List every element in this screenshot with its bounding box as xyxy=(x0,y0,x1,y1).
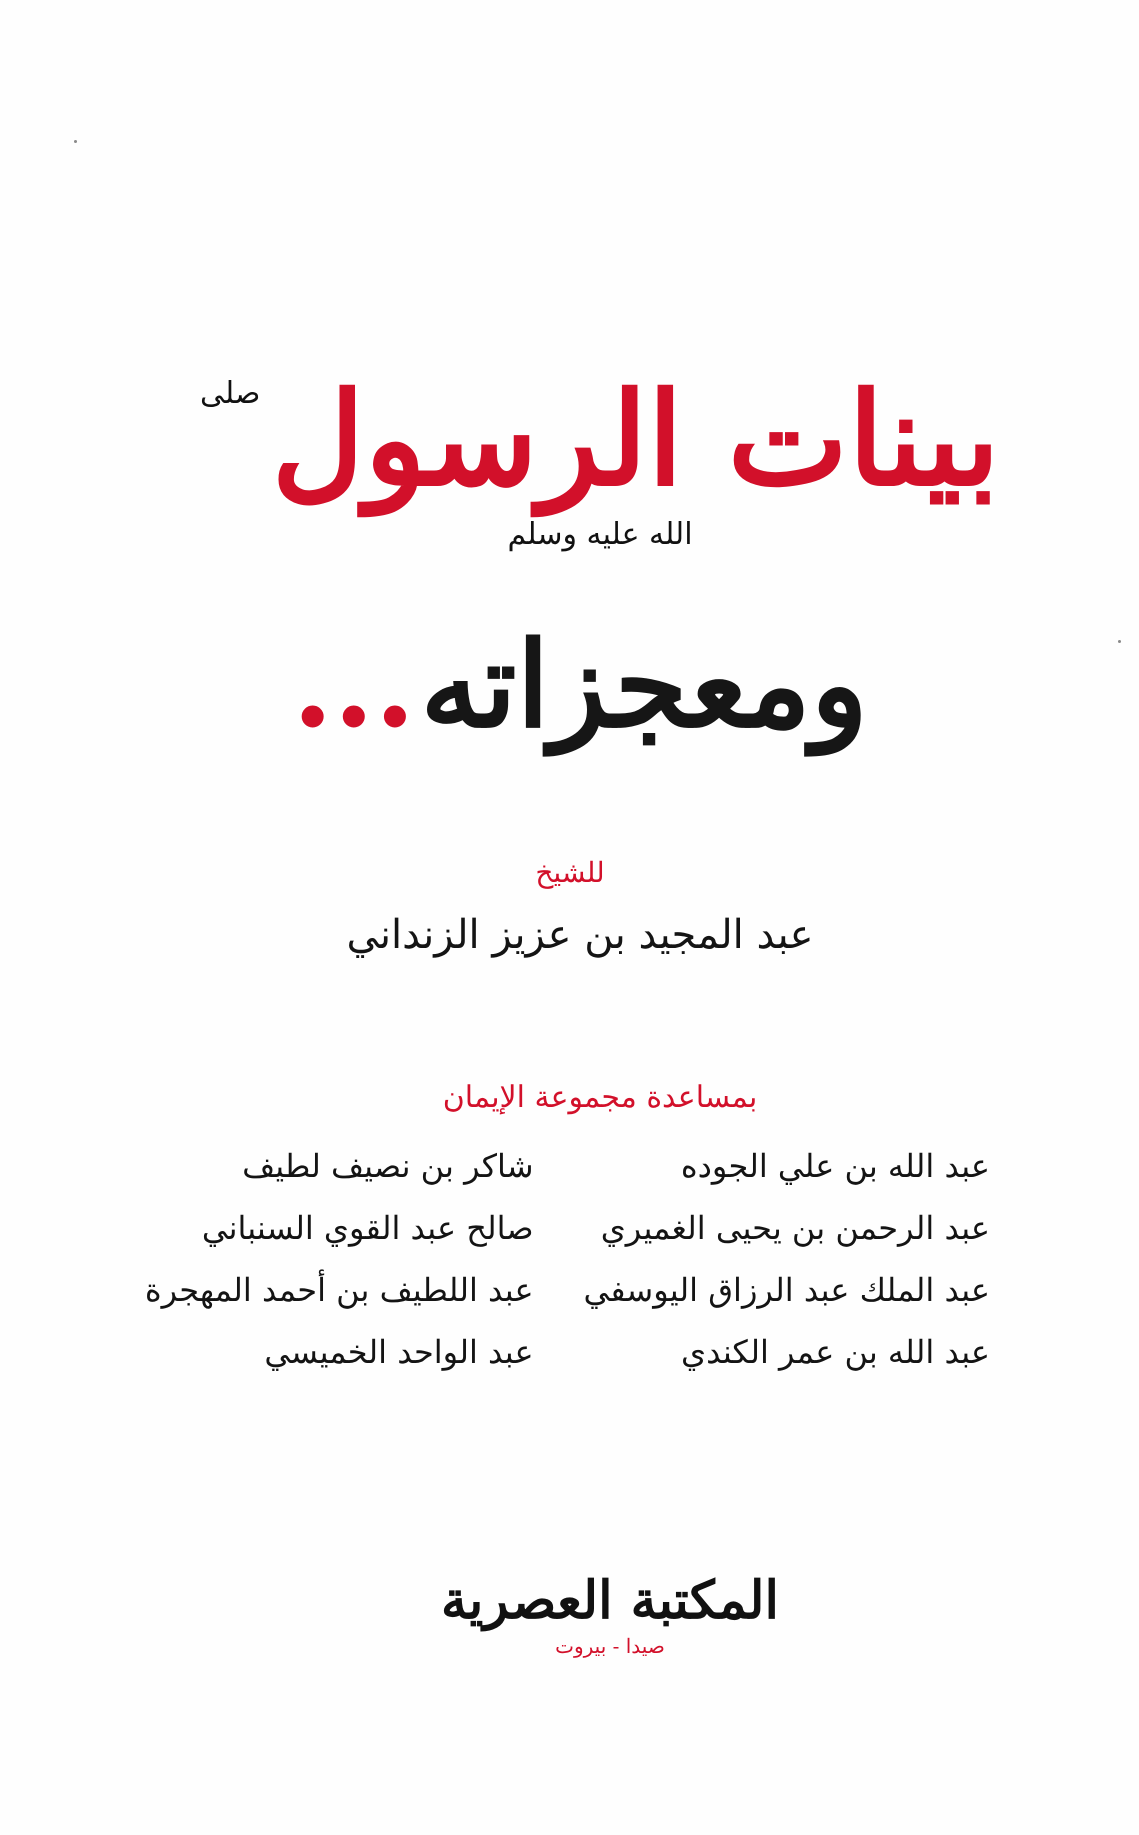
publisher-name: المكتبة العصرية xyxy=(441,1570,779,1631)
subtitle-block xyxy=(260,615,900,754)
publisher-block xyxy=(430,1570,790,1658)
contributor-name: شاكر بن نصيف لطيف xyxy=(242,1147,534,1185)
subtitle-ellipsis: ... xyxy=(292,615,416,754)
title-block xyxy=(199,365,1000,552)
contributor-name: عبد الله بن علي الجوده xyxy=(680,1147,990,1185)
book-subtitle: ومعجزاته xyxy=(420,615,868,754)
contributor-name: عبد الله بن عمر الكندي xyxy=(681,1333,990,1371)
title-honorific: صلى الله عليه وسلم xyxy=(199,376,693,552)
author-name: عبد المجيد بن عزيز الزنداني xyxy=(346,912,814,958)
paper-speck xyxy=(1118,640,1121,643)
contributor-name: عبد الرحمن بن يحيى الغميري xyxy=(600,1209,990,1247)
publisher-city: صيدا - بيروت xyxy=(555,1634,665,1659)
contributor-name: عبد اللطيف بن أحمد المهجرة xyxy=(144,1271,534,1309)
contributor-name: عبد الملك عبد الرزاق اليوسفي xyxy=(583,1271,990,1309)
assist-label: بمساعدة مجموعة الإيمان xyxy=(442,1080,758,1115)
contributors-list xyxy=(144,1140,990,1378)
contributor-name: صالح عبد القوي السنباني xyxy=(201,1209,534,1247)
contributor-name: عبد الواحد الخميسي xyxy=(264,1333,534,1371)
book-title: بينات الرسول xyxy=(271,365,1000,515)
paper-speck xyxy=(74,140,77,143)
author-label: للشيخ xyxy=(535,856,605,889)
